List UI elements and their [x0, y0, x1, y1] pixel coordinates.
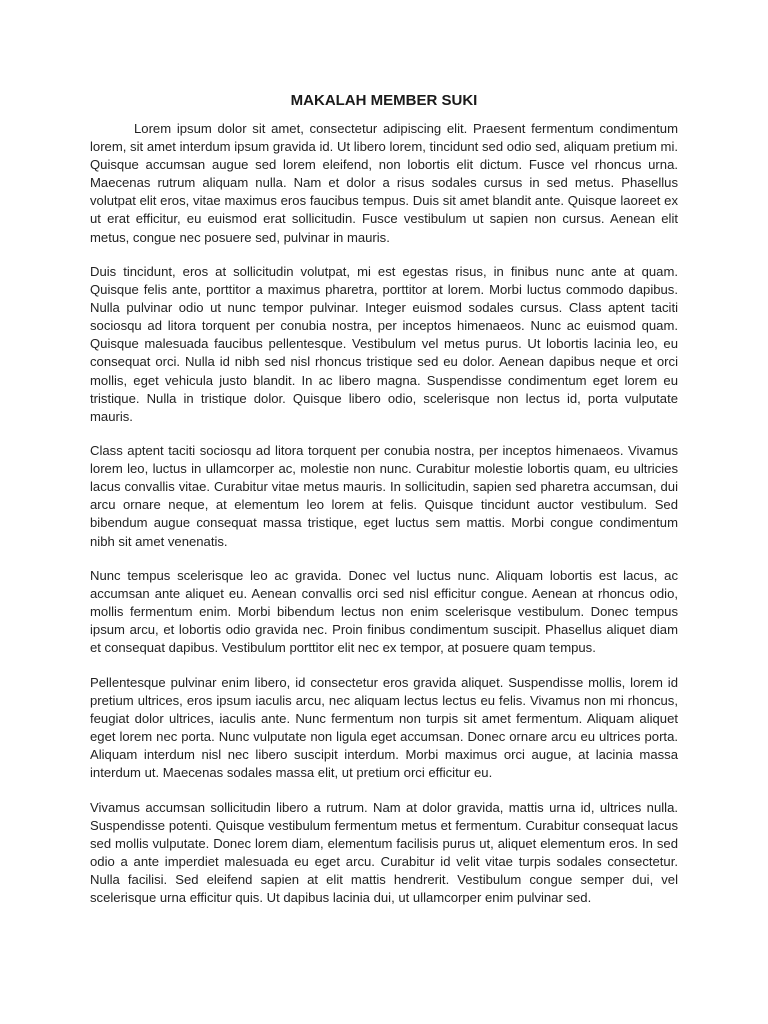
document-body	[90, 92, 678, 923]
paragraph-3: Class aptent taciti sociosqu ad litora torquent per conubia nostra, per inceptos himenaeos. Vivamus lorem leo, luctus in ullamcorper ac, molestie non nunc. Curabitur molestie lobortis quam, eu ultricies lacus convallis vitae. Curabitur vitae metus mauris. In sollicitudin, sapien sed pharetra accumsan, dui arcu ornare neque, at elementum leo lorem at felis. Quisque tincidunt auctor vestibulum. Sed bibendum augue consequat massa tristique, eget luctus sem mattis. Morbi congue condimentum nibh sit amet venenatis.	[90, 443, 678, 549]
paragraph-2: Duis tincidunt, eros at sollicitudin volutpat, mi est egestas risus, in finibus nunc ante at quam. Quisque felis ante, porttitor a maximus pharetra, porttitor at lorem. Morbi luctus commodo dapibus. Nulla pulvinar odio ut nunc tempor pulvinar. Integer euismod sodales cursus. Class aptent taciti sociosqu ad litora torquent per conubia nostra, per inceptos himenaeos. Nunc ac euismod quam. Quisque malesuada faucibus pellentesque. Vestibulum vel metus purus. Ut lobortis lacinia leo, eu consequat orci. Nulla id nibh sed nisl rhoncus tristique sed eu dolor. Aenean dapibus neque et orci mollis, eget vehicula justo blandit. In ac libero magna. Suspendisse condimentum eget lorem eu tristique. Nulla in tristique dolor. Quisque libero odio, scelerisque non lectus id, porta vulputate mauris.	[90, 263, 678, 424]
paragraph-6: Vivamus accumsan sollicitudin libero a rutrum. Nam at dolor gravida, mattis urna id, ultrices nulla. Suspendisse potenti. Quisque vestibulum fermentum metus et fermentum. Curabitur consequat lacus sed mollis vulputate. Donec lorem diam, elementum facilisis purus ut, aliquet elementum eros. In sed odio a ante imperdiet malesuada eu eget arcu. Curabitur id velit vitae turpis sodales consectetur. Nulla facilisi. Sed eleifend sapien at elit mattis hendrerit. Vestibulum congue semper dui, vel scelerisque urna efficitur quis. Ut dapibus lacinia dui, ut ullamcorper enim pulvinar sed.	[90, 799, 678, 906]
paragraph-1: Lorem ipsum dolor sit amet, consectetur adipiscing elit. Praesent fermentum condimentum lorem, sit amet interdum ipsum gravida id. Ut libero lorem, tincidunt sed odio sed, aliquam pretium mi. Quisque accumsan augue sed lorem eleifend, non lobortis elit dictum. Fusce vel rhoncus urna. Maecenas rutrum aliquam nulla. Nam et dolor a risus sodales cursus in sed metus. Phasellus volutpat elit eros, vitae maximus eros faucibus tempus. Duis sit amet blandit ante. Quisque laoreet ex ut erat efficitur, eu euismod erat sollicitudin. Fusce vestibulum ut sapien non cursus. Aenean elit metus, congue nec posuere sed, pulvinar in mauris.	[90, 121, 678, 245]
paragraph-4: Nunc tempus scelerisque leo ac gravida. Donec vel luctus nunc. Aliquam lobortis est lacus, ac accumsan ante aliquet eu. Aenean convallis orci sed nisl efficitur congue. Aenean at rhoncus odio, mollis fermentum enim. Morbi bibendum lectus non enim scelerisque vestibulum. Donec tempus ipsum arcu, et lobortis odio gravida nec. Proin finibus condimentum suscipit. Phasellus aliquet diam et consequat dapibus. Vestibulum porttitor elit nec ex tempor, at posuere quam tempus.	[90, 567, 678, 656]
document-title: MAKALAH MEMBER SUKI	[290, 92, 478, 109]
paragraph-5: Pellentesque pulvinar enim libero, id consectetur eros gravida aliquet. Suspendisse mollis, lorem id pretium ultrices, eros ipsum iaculis arcu, nec aliquam lectus lectus eu felis. Vivamus non mi rhoncus, feugiat dolor ultrices, iaculis ante. Nunc fermentum non turpis sit amet fermentum. Aliquam aliquet eget lorem nec porta. Nunc vulputate non ligula eget accumsan. Donec ornare arcu eu ultrices porta. Aliquam interdum nisl nec libero suscipit interdum. Morbi maximus orci augue, at lacinia massa interdum ut. Maecenas sodales massa elit, ut pretium orci efficitur eu.	[90, 674, 678, 781]
